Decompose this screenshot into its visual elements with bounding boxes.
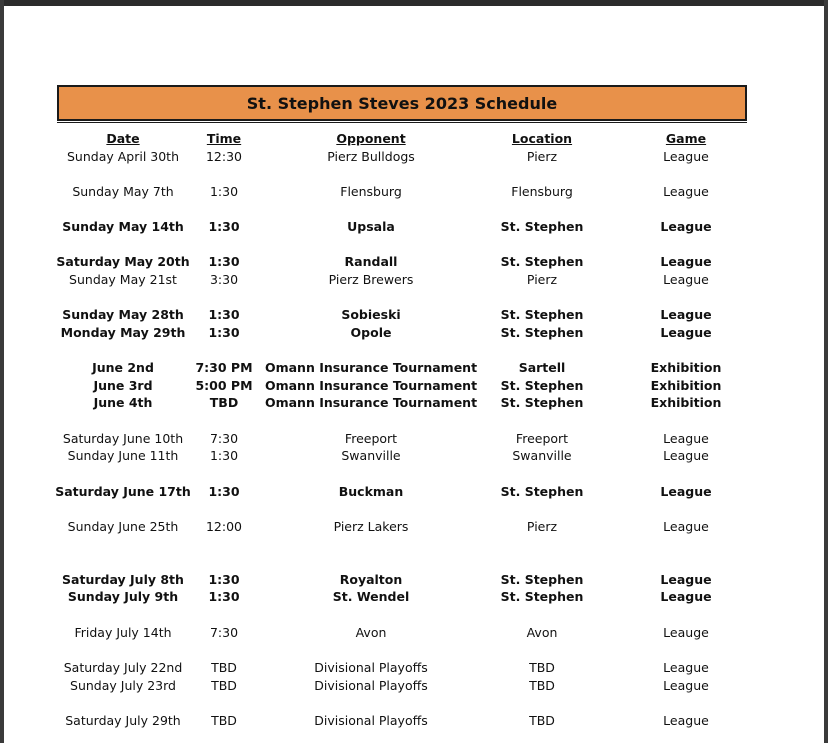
row-5-date: Sunday May 21st: [69, 272, 177, 287]
row-6-time: 1:30: [208, 307, 240, 322]
row-14-opponent: Pierz Lakers: [333, 519, 409, 534]
row-5-opponent: Pierz Brewers: [328, 272, 414, 287]
row-19-time: TBD: [211, 678, 237, 693]
row-3-time: 1:30: [208, 219, 240, 234]
row-14-time: 12:00: [205, 519, 243, 534]
row-13-date: Saturday June 17th: [55, 484, 191, 499]
row-2-time: 1:30: [209, 184, 239, 199]
row-20-time: TBD: [211, 713, 237, 728]
row-5-time: 3:30: [209, 272, 239, 287]
row-3-game: League: [660, 219, 712, 234]
row-5-location: Pierz: [526, 272, 558, 287]
row-8-location: Sartell: [518, 360, 566, 375]
row-13-opponent: Buckman: [338, 484, 404, 499]
row-17-date: Friday July 14th: [74, 625, 172, 640]
header-location: Location: [511, 131, 573, 146]
row-16-date: Sunday July 9th: [67, 589, 179, 604]
row-2-game: League: [663, 184, 709, 199]
row-8-date: June 2nd: [92, 360, 154, 375]
row-19-date: Sunday July 23rd: [70, 678, 176, 693]
row-20-opponent: Divisional Playoffs: [314, 713, 428, 728]
row-10-opponent: Omann Insurance Tournament: [264, 395, 478, 410]
row-18-date: Saturday July 22nd: [63, 660, 183, 675]
row-17-location: Avon: [526, 625, 558, 640]
row-10-date: June 4th: [93, 395, 153, 410]
row-6-location: St. Stephen: [500, 307, 584, 322]
row-7-date: Monday May 29th: [60, 325, 186, 340]
row-6-game: League: [660, 307, 712, 322]
row-3-location: St. Stephen: [500, 219, 584, 234]
row-17-game: Leauge: [663, 625, 709, 640]
row-7-location: St. Stephen: [500, 325, 584, 340]
row-2-opponent: Flensburg: [340, 184, 402, 199]
row-9-date: June 3rd: [93, 378, 153, 393]
row-14-game: League: [663, 519, 709, 534]
row-15-date: Saturday July 8th: [62, 572, 184, 587]
row-15-opponent: Royalton: [339, 572, 403, 587]
header-opponent: Opponent: [336, 131, 406, 146]
row-18-game: League: [663, 660, 709, 675]
row-4-date: Saturday May 20th: [56, 254, 190, 269]
row-1-opponent: Pierz Bulldogs: [327, 149, 415, 164]
row-11-time: 7:30: [209, 431, 239, 446]
row-12-game: League: [663, 448, 709, 463]
row-2-date: Sunday May 7th: [72, 184, 174, 199]
row-19-opponent: Divisional Playoffs: [314, 678, 428, 693]
row-18-location: TBD: [529, 660, 555, 675]
header-time: Time: [206, 131, 242, 146]
row-14-location: Pierz: [526, 519, 558, 534]
row-18-time: TBD: [211, 660, 237, 675]
row-13-time: 1:30: [208, 484, 240, 499]
row-15-game: League: [660, 572, 712, 587]
row-6-date: Sunday May 28th: [62, 307, 184, 322]
row-12-opponent: Swanville: [341, 448, 401, 463]
row-4-time: 1:30: [208, 254, 240, 269]
row-19-location: TBD: [529, 678, 555, 693]
row-11-location: Freeport: [515, 431, 569, 446]
row-3-opponent: Upsala: [347, 219, 395, 234]
header-game: Game: [665, 131, 707, 146]
row-9-opponent: Omann Insurance Tournament: [264, 378, 478, 393]
row-7-time: 1:30: [208, 325, 240, 340]
row-12-location: Swanville: [512, 448, 572, 463]
row-20-location: TBD: [529, 713, 555, 728]
row-9-location: St. Stephen: [500, 378, 584, 393]
row-8-time: 7:30 PM: [195, 360, 253, 375]
row-1-game: League: [663, 149, 709, 164]
row-11-opponent: Freeport: [344, 431, 398, 446]
row-15-time: 1:30: [208, 572, 240, 587]
row-17-time: 7:30: [209, 625, 239, 640]
row-11-date: Saturday June 10th: [62, 431, 184, 446]
row-1-location: Pierz: [526, 149, 558, 164]
row-16-location: St. Stephen: [500, 589, 584, 604]
row-16-opponent: St. Wendel: [332, 589, 410, 604]
row-20-date: Saturday July 29th: [65, 713, 181, 728]
row-2-location: Flensburg: [511, 184, 573, 199]
row-1-date: Sunday April 30th: [66, 149, 180, 164]
schedule-title: St. Stephen Steves 2023 Schedule: [246, 93, 558, 113]
row-10-time: TBD: [209, 395, 239, 410]
row-1-time: 12:30: [205, 149, 243, 164]
row-11-game: League: [663, 431, 709, 446]
row-9-game: Exhibition: [650, 378, 722, 393]
row-19-game: League: [663, 678, 709, 693]
row-16-game: League: [660, 589, 712, 604]
row-18-opponent: Divisional Playoffs: [314, 660, 428, 675]
row-15-location: St. Stephen: [500, 572, 584, 587]
row-10-location: St. Stephen: [500, 395, 584, 410]
row-6-opponent: Sobieski: [341, 307, 401, 322]
header-date: Date: [106, 131, 140, 146]
row-12-time: 1:30: [209, 448, 239, 463]
row-20-game: League: [663, 713, 709, 728]
row-10-game: Exhibition: [650, 395, 722, 410]
row-3-date: Sunday May 14th: [62, 219, 184, 234]
row-4-game: League: [660, 254, 712, 269]
row-16-time: 1:30: [208, 589, 240, 604]
row-7-opponent: Opole: [350, 325, 392, 340]
row-5-game: League: [663, 272, 709, 287]
row-4-location: St. Stephen: [500, 254, 584, 269]
row-9-time: 5:00 PM: [195, 378, 253, 393]
row-14-date: Sunday June 25th: [67, 519, 179, 534]
row-4-opponent: Randall: [344, 254, 398, 269]
row-8-game: Exhibition: [650, 360, 722, 375]
row-7-game: League: [660, 325, 712, 340]
row-17-opponent: Avon: [355, 625, 387, 640]
row-13-location: St. Stephen: [500, 484, 584, 499]
row-12-date: Sunday June 11th: [67, 448, 179, 463]
row-13-game: League: [660, 484, 712, 499]
row-8-opponent: Omann Insurance Tournament: [264, 360, 478, 375]
